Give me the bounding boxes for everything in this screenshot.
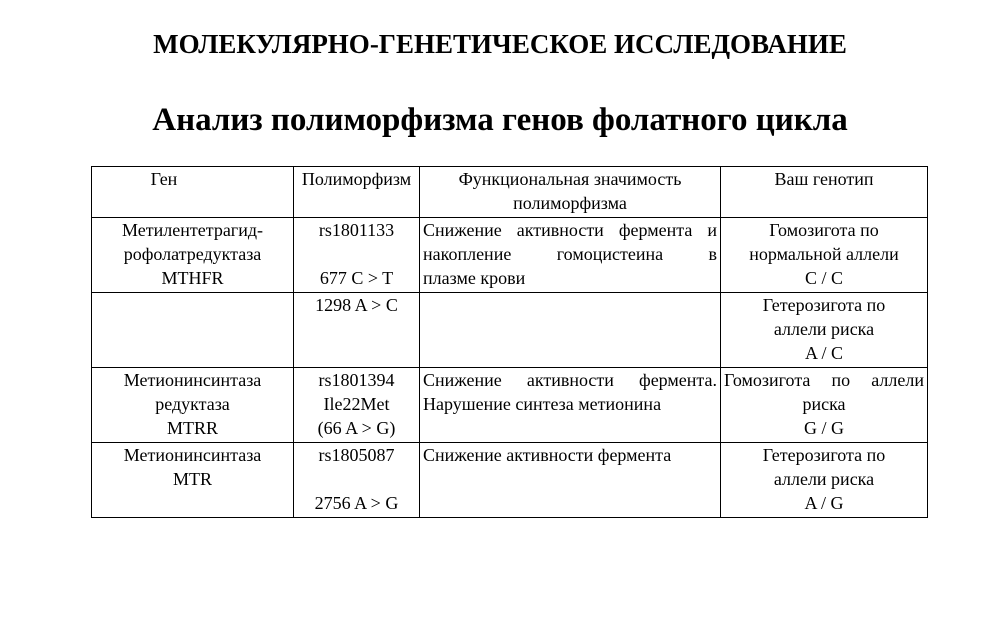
gene-cell: Метилентетрагид- рофолатредуктаза MTHFR: [92, 218, 294, 293]
table-row: [92, 368, 928, 443]
significance-cell: [420, 293, 721, 368]
table-row: [92, 293, 928, 368]
gene-cell: Метионинсинтаза редуктаза MTRR: [92, 368, 294, 443]
polymorphism-cell: rs1801394 Ile22Met (66 A > G): [294, 368, 420, 443]
table-row: [92, 443, 928, 518]
significance-cell: Снижение активности фермента. Нарушение синтеза метионина: [420, 368, 721, 443]
table-row: [92, 218, 928, 293]
column-header-polymorphism: Полиморфизм: [294, 167, 420, 218]
significance-cell: Снижение активности фермента и накопление гомоцистеина в плазме крови: [420, 218, 721, 293]
gene-cell: Метионинсинтаза MTR: [92, 443, 294, 518]
polymorphism-cell: rs1801133 677 C > T: [294, 218, 420, 293]
column-header-significance: Функциональная значимость полиморфизма: [420, 167, 721, 218]
significance-cell: Снижение активности фермента: [420, 443, 721, 518]
genotype-cell: Гетерозигота по аллели риска A / G: [721, 443, 928, 518]
polymorphism-cell: rs1805087 2756 A > G: [294, 443, 420, 518]
table-header-row: [92, 167, 928, 218]
column-header-genotype: Ваш генотип: [721, 167, 928, 218]
genotype-cell: Гомозигота по аллели риска G / G: [721, 368, 928, 443]
genotype-cell: Гомозигота по нормальной аллели C / C: [721, 218, 928, 293]
gene-cell: [92, 293, 294, 368]
page-title: МОЛЕКУЛЯРНО-ГЕНЕТИЧЕСКОЕ ИССЛЕДОВАНИЕ: [153, 29, 847, 59]
column-header-gene: Ген: [92, 167, 294, 218]
page-subtitle: Анализ полиморфизма генов фолатного цикла: [152, 102, 848, 138]
polymorphism-cell: 1298 A > C: [294, 293, 420, 368]
genotype-cell: Гетерозигота по аллели риска A / C: [721, 293, 928, 368]
polymorphism-table: [91, 166, 928, 518]
